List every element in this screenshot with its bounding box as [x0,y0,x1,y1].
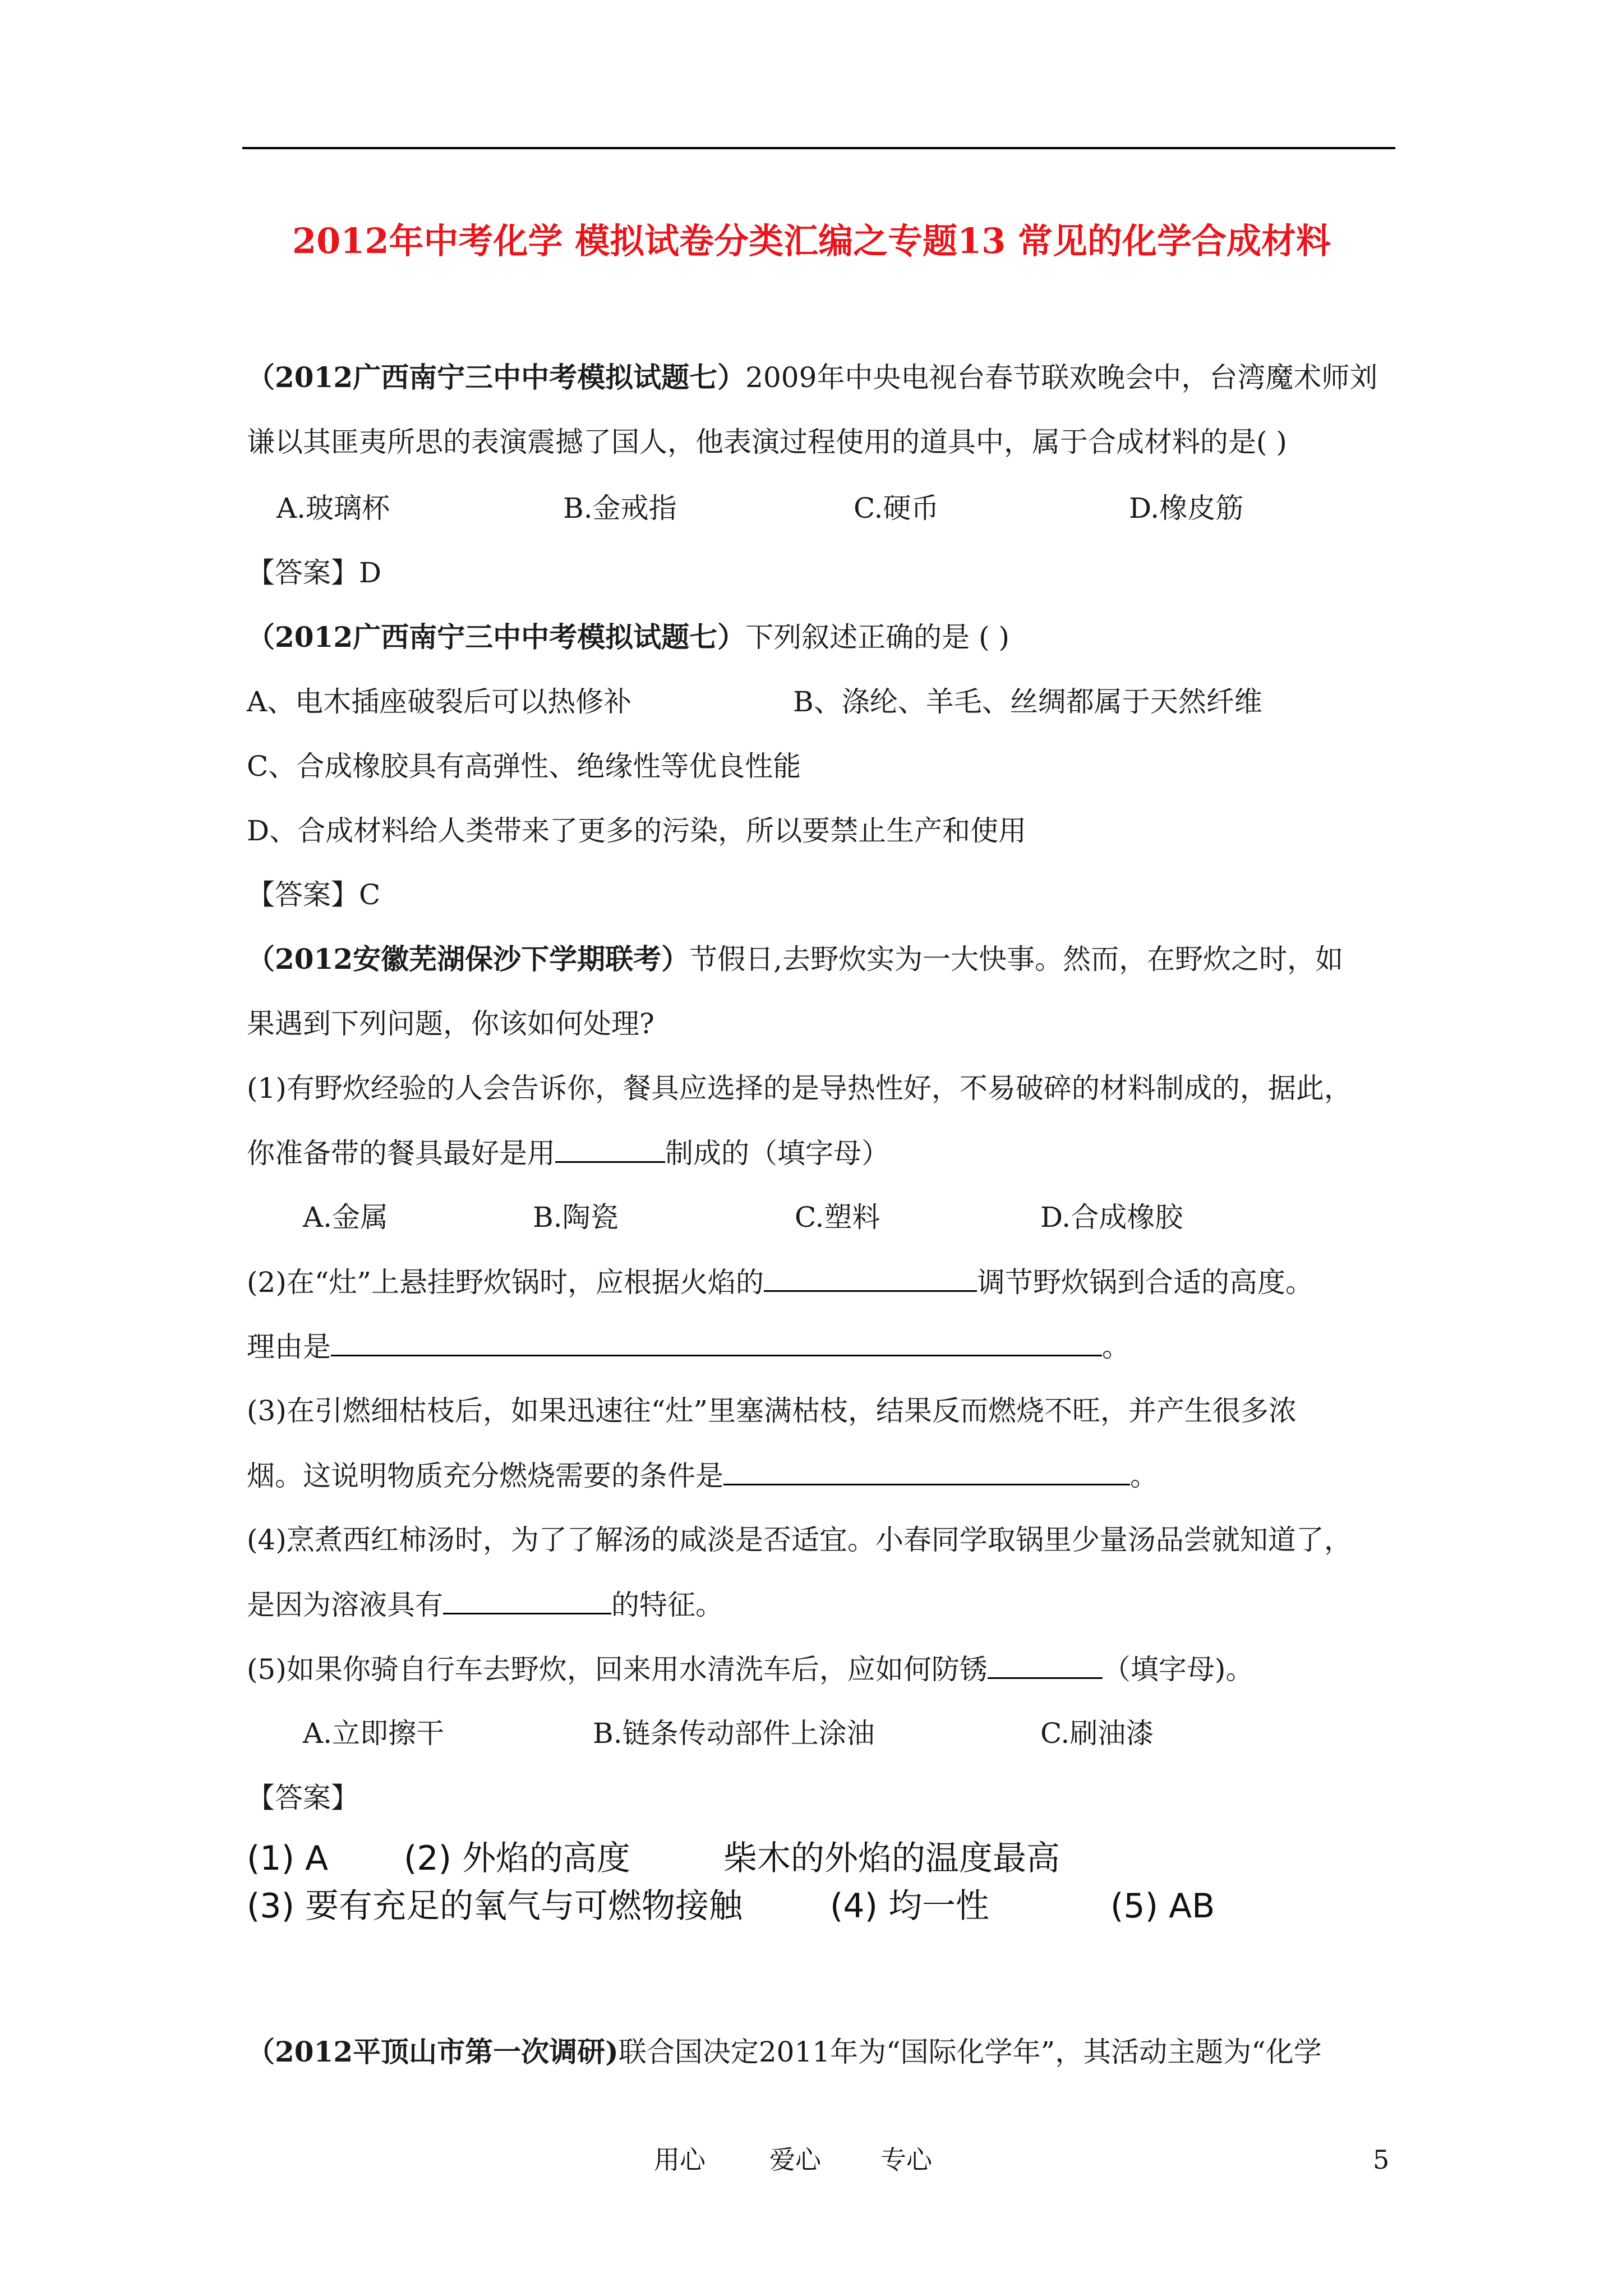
q3-p1-suffix: 制成的（填字母） [665,1137,889,1170]
q3-answer-2: (2) 外焰的高度 [404,1839,631,1878]
q3-answer-2-reason: 柴木的外焰的温度最高 [723,1839,1060,1878]
q3-p5-options [0,1715,1623,1752]
q2-option-b: B、涤纶、羊毛、丝绸都属于天然纤维 [793,685,1262,718]
q1-text-line2: 谦以其匪夷所思的表演震撼了国人，他表演过程使用的道具中，属于合成材料的是( ) [247,426,1287,458]
q3-p5-line1 [247,1650,1253,1688]
q1-option-a: A.玻璃杯 [276,492,390,524]
q3-answer-3: (3) 要有充足的氧气与可燃物接触 [247,1887,743,1926]
q3-p2-suffix: 调节野炊锅到合适的高度。 [976,1266,1313,1299]
q3-p2-line2 [247,1328,1130,1365]
footer-item-3: 专心 [880,2145,932,2175]
q3-p1-option-c: C.塑料 [795,1201,880,1234]
footer-item-1: 用心 [654,2145,706,2175]
q3-source: （2012安徽芜湖保沙下学期联考） [247,942,690,976]
q2-option-a: A、电木插座破裂后可以热修补 [247,685,632,718]
q1-option-c: C.硬币 [854,492,939,524]
document-title: 2012年中考化学 模拟试卷分类汇编之专题13 常见的化学合成材料 [292,220,1331,261]
q3-p2-line1 [247,1263,1313,1301]
q3-p1-line2 [247,1134,889,1172]
q3-p2-reason-end: 。 [1102,1331,1130,1363]
q3-p4-suffix: 的特征。 [611,1589,723,1621]
q3-p1-option-a: A.金属 [303,1201,389,1234]
q3-p3-blank[interactable] [723,1457,1130,1485]
q2-source: （2012广西南宁三中中考模拟试题七） [247,620,746,654]
q3-p5-blank[interactable] [988,1650,1103,1679]
q3-p2-reason-label: 理由是 [247,1331,331,1363]
footer-item-2: 爱心 [769,2145,821,2175]
q1-source: （2012广西南宁三中中考模拟试题七） [247,361,746,394]
q1-answer: 【答案】D [247,556,382,589]
q3-p3-end: 。 [1130,1460,1158,1492]
q2-line1 [247,619,1009,656]
q3-p4-blank[interactable] [443,1586,611,1614]
q1-option-b: B.金戒指 [563,492,677,524]
q3-p4-line1: (4)烹煮西红柿汤时，为了了解汤的咸淡是否适宜。小春同学取锅里少量汤品尝就知道了， [247,1524,1352,1556]
q1-text-line1: 2009年中央电视台春节联欢晚会中，台湾魔术师刘 [745,361,1378,394]
q3-p5-option-c: C.刷油漆 [1040,1717,1154,1750]
page-number: 5 [1373,2145,1390,2175]
q3-p1-options [0,1199,1623,1236]
q3-p1-blank[interactable] [555,1134,665,1163]
q1-options [0,490,1623,527]
q3-p5-option-a: A.立即擦干 [303,1717,445,1750]
q2-answer: 【答案】C [247,878,381,911]
q3-p5-suffix: （填字母)。 [1102,1653,1254,1686]
q2-text: 下列叙述正确的是 ( ) [745,621,1009,654]
q4-text: 联合国决定2011年为“国际化学年”，其活动主题为“化学 [618,2036,1322,2068]
q3-answer-1: (1) A [247,1839,329,1878]
q3-p1-prefix: 你准备带的餐具最好是用 [247,1137,555,1170]
q3-answer-row1 [0,1837,1623,1880]
q3-line1 [247,941,1343,978]
q2-option-d: D、合成材料给人类带来了更多的污染，所以要禁止生产和使用 [247,815,1027,847]
q4-source: （2012平顶山市第一次调研) [247,2035,619,2068]
q2-options-ab [0,683,1623,720]
header-rule [242,147,1395,149]
q3-answer-5: (5) AB [1110,1887,1215,1926]
q3-p5-prefix: (5)如果你骑自行车去野炊，回来用水清洗车后，应如何防锈 [247,1653,988,1686]
q3-p1-option-d: D.合成橡胶 [1040,1201,1183,1234]
q3-text-line2: 果遇到下列问题，你该如何处理? [247,1007,654,1040]
q3-p2-blank[interactable] [764,1263,977,1292]
q3-p3-prefix: 烟。这说明物质充分燃烧需要的条件是 [247,1460,723,1492]
q3-p5-option-b: B.链条传动部件上涂油 [593,1717,875,1750]
q3-p2-prefix: (2)在“灶”上悬挂野炊锅时，应根据火焰的 [247,1266,764,1299]
q3-p2-reason-blank[interactable] [331,1328,1102,1356]
q3-p3-line1: (3)在引燃细枯枝后，如果迅速往“灶”里塞满枯枝，结果反而燃烧不旺，并产生很多浓 [247,1395,1297,1427]
q1-line1 [247,359,1377,396]
q3-p4-prefix: 是因为溶液具有 [247,1589,443,1621]
q3-p1-line1: (1)有野炊经验的人会告诉你，餐具应选择的是导热性好，不易破碎的材料制成的，据此， [247,1072,1352,1105]
q2-option-c: C、合成橡胶具有高弹性、绝缘性等优良性能 [247,750,801,783]
q3-p4-line2 [247,1586,723,1623]
q3-p3-line2 [247,1457,1158,1494]
q3-answer-4: (4) 均一性 [830,1887,990,1926]
q3-answer-row2 [0,1885,1623,1927]
q3-text-line1: 节假日,去野炊实为一大快事。然而，在野炊之时，如 [689,943,1344,976]
q3-p1-option-b: B.陶瓷 [533,1201,619,1234]
q3-answer-label: 【答案】 [247,1782,359,1814]
q4-line1 [247,2033,1322,2070]
q1-option-d: D.橡皮筋 [1129,492,1244,524]
